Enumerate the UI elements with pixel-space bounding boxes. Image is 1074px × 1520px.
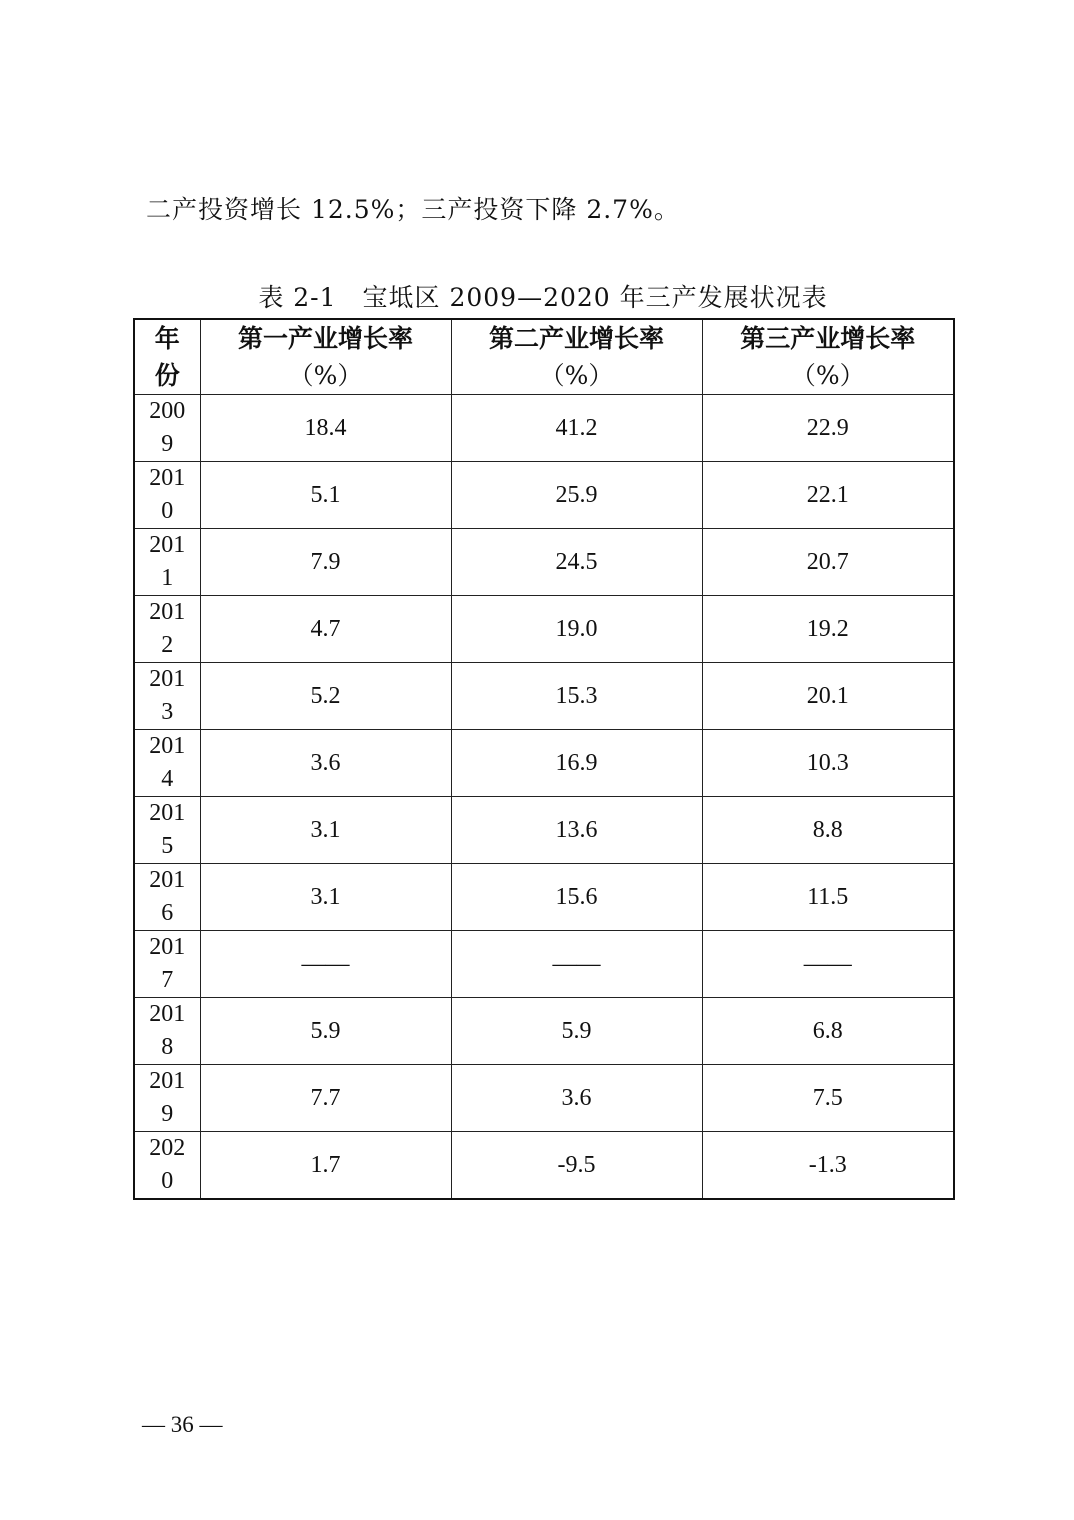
primary-rate-cell: 3.1 bbox=[200, 797, 451, 864]
secondary-rate-cell: 5.9 bbox=[451, 998, 702, 1065]
table-row bbox=[134, 1065, 954, 1132]
primary-rate-cell: —— bbox=[200, 931, 451, 998]
primary-rate-cell: 7.7 bbox=[200, 1065, 451, 1132]
secondary-rate-cell: 15.3 bbox=[451, 663, 702, 730]
secondary-rate-cell: 15.6 bbox=[451, 864, 702, 931]
table-row bbox=[134, 663, 954, 730]
secondary-rate-cell: 16.9 bbox=[451, 730, 702, 797]
table-row bbox=[134, 998, 954, 1065]
tertiary-rate-cell: 11.5 bbox=[702, 864, 954, 931]
year-cell: 201 2 bbox=[134, 596, 200, 663]
secondary-rate-cell: —— bbox=[451, 931, 702, 998]
secondary-rate-cell: 24.5 bbox=[451, 529, 702, 596]
primary-rate-cell: 5.9 bbox=[200, 998, 451, 1065]
tertiary-rate-cell: 7.5 bbox=[702, 1065, 954, 1132]
tertiary-rate-cell: —— bbox=[702, 931, 954, 998]
year-cell: 200 9 bbox=[134, 395, 200, 462]
header-tertiary-industry: 第三产业增长率 （%） bbox=[702, 319, 954, 395]
body-paragraph: 二产投资增长 12.5%；三产投资下降 2.7%。 bbox=[146, 195, 680, 224]
secondary-rate-cell: -9.5 bbox=[451, 1132, 702, 1200]
header-secondary-industry: 第二产业增长率 （%） bbox=[451, 319, 702, 395]
secondary-rate-cell: 41.2 bbox=[451, 395, 702, 462]
header-year: 年 份 bbox=[134, 319, 200, 395]
table-header-row bbox=[134, 319, 954, 395]
year-cell: 201 5 bbox=[134, 797, 200, 864]
tertiary-rate-cell: 20.1 bbox=[702, 663, 954, 730]
table-caption: 表 2-1 宝坻区 2009—2020 年三产发展状况表 bbox=[258, 283, 828, 312]
secondary-rate-cell: 25.9 bbox=[451, 462, 702, 529]
primary-rate-cell: 1.7 bbox=[200, 1132, 451, 1200]
header-primary-industry: 第一产业增长率 （%） bbox=[200, 319, 451, 395]
year-cell: 201 1 bbox=[134, 529, 200, 596]
primary-rate-cell: 18.4 bbox=[200, 395, 451, 462]
tertiary-rate-cell: 22.9 bbox=[702, 395, 954, 462]
year-cell: 201 8 bbox=[134, 998, 200, 1065]
tertiary-rate-cell: 19.2 bbox=[702, 596, 954, 663]
secondary-rate-cell: 19.0 bbox=[451, 596, 702, 663]
secondary-rate-cell: 3.6 bbox=[451, 1065, 702, 1132]
table-row bbox=[134, 864, 954, 931]
table-row bbox=[134, 730, 954, 797]
table-row bbox=[134, 931, 954, 998]
table-row bbox=[134, 596, 954, 663]
table-row bbox=[134, 797, 954, 864]
table-row bbox=[134, 395, 954, 462]
tertiary-rate-cell: 8.8 bbox=[702, 797, 954, 864]
tertiary-rate-cell: 10.3 bbox=[702, 730, 954, 797]
tertiary-rate-cell: -1.3 bbox=[702, 1132, 954, 1200]
year-cell: 202 0 bbox=[134, 1132, 200, 1200]
primary-rate-cell: 3.1 bbox=[200, 864, 451, 931]
primary-rate-cell: 4.7 bbox=[200, 596, 451, 663]
year-cell: 201 4 bbox=[134, 730, 200, 797]
year-cell: 201 9 bbox=[134, 1065, 200, 1132]
primary-rate-cell: 7.9 bbox=[200, 529, 451, 596]
tertiary-rate-cell: 6.8 bbox=[702, 998, 954, 1065]
primary-rate-cell: 3.6 bbox=[200, 730, 451, 797]
secondary-rate-cell: 13.6 bbox=[451, 797, 702, 864]
table-row bbox=[134, 1132, 954, 1200]
tertiary-rate-cell: 22.1 bbox=[702, 462, 954, 529]
table-row bbox=[134, 462, 954, 529]
year-cell: 201 0 bbox=[134, 462, 200, 529]
page-number: — 36 — bbox=[142, 1412, 223, 1437]
year-cell: 201 3 bbox=[134, 663, 200, 730]
table-row bbox=[134, 529, 954, 596]
primary-rate-cell: 5.1 bbox=[200, 462, 451, 529]
year-cell: 201 7 bbox=[134, 931, 200, 998]
year-cell: 201 6 bbox=[134, 864, 200, 931]
primary-rate-cell: 5.2 bbox=[200, 663, 451, 730]
growth-rate-table bbox=[133, 318, 955, 1200]
tertiary-rate-cell: 20.7 bbox=[702, 529, 954, 596]
